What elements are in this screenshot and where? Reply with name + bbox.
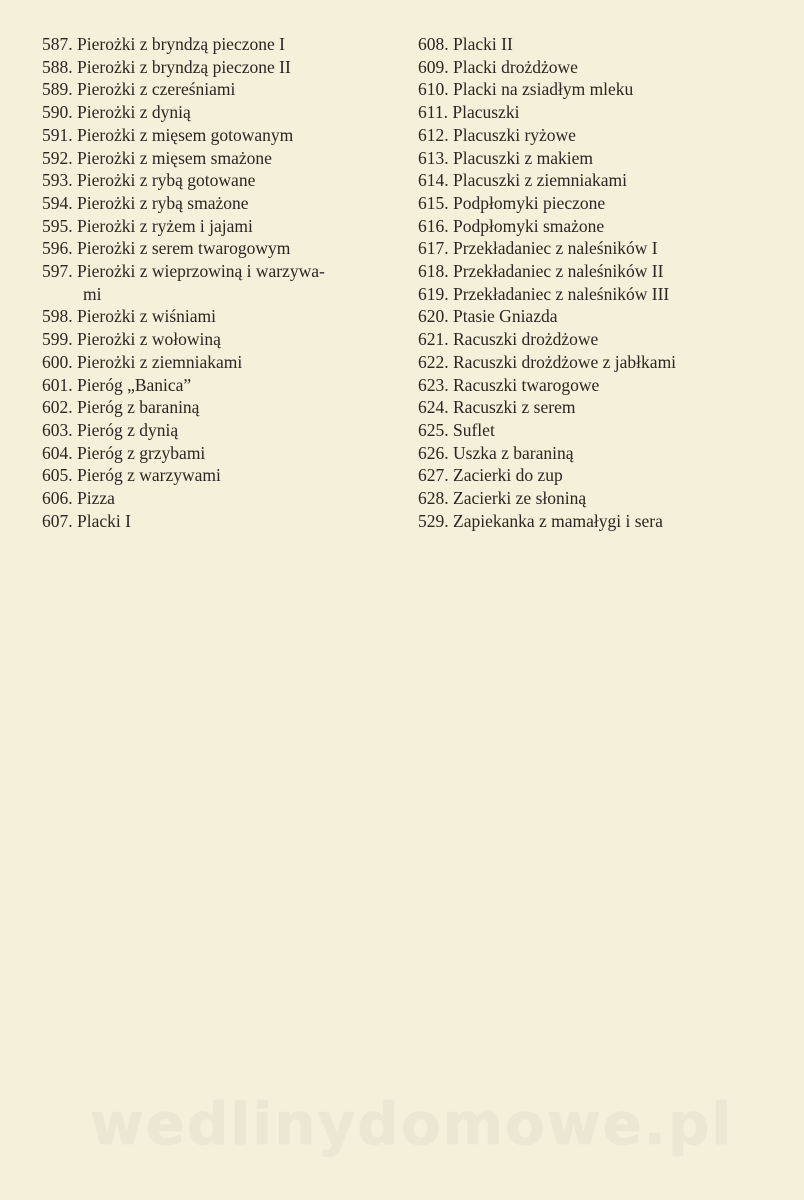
list-item bbox=[42, 56, 392, 79]
item-number: 589. bbox=[42, 79, 73, 100]
item-number: 606. bbox=[42, 488, 73, 509]
item-number: 603. bbox=[42, 419, 73, 440]
list-item bbox=[418, 510, 798, 533]
list-item bbox=[418, 237, 798, 260]
item-number: 612. bbox=[418, 124, 449, 145]
list-item bbox=[418, 215, 798, 238]
list-item bbox=[418, 487, 798, 510]
list-item bbox=[418, 396, 798, 419]
item-number: 587. bbox=[42, 34, 73, 54]
item-number: 591. bbox=[42, 124, 73, 145]
item-number: 605. bbox=[42, 465, 73, 486]
item-number: 618. bbox=[418, 261, 449, 282]
list-item bbox=[418, 260, 798, 283]
list-item bbox=[418, 419, 798, 442]
list-item bbox=[418, 56, 798, 79]
item-title: Pierożki z rybą gotowane bbox=[77, 170, 256, 191]
item-number: 609. bbox=[418, 56, 449, 77]
list-item bbox=[42, 78, 392, 101]
item-title: Placki na zsiadłym mleku bbox=[453, 79, 634, 100]
item-title: Pierożki z wiśniami bbox=[77, 306, 217, 327]
list-item bbox=[42, 510, 392, 533]
item-number: 608. bbox=[418, 34, 449, 54]
list-item bbox=[42, 305, 392, 328]
item-number: 594. bbox=[42, 192, 73, 213]
list-item bbox=[42, 419, 392, 442]
item-title: Placuszki bbox=[452, 102, 520, 123]
item-number: 625. bbox=[418, 419, 449, 440]
list-item bbox=[418, 283, 798, 306]
item-title: Pierożki z czereśniami bbox=[77, 79, 236, 100]
list-item bbox=[418, 147, 798, 170]
item-number: 622. bbox=[418, 351, 449, 372]
item-title: Pieróg „Banica” bbox=[77, 374, 192, 395]
item-title: Pieróg z grzybami bbox=[77, 442, 206, 463]
item-title: Placki II bbox=[453, 34, 513, 54]
item-title: Przekładaniec z naleśników II bbox=[453, 261, 664, 282]
item-title: Placki I bbox=[77, 510, 131, 531]
item-number: 596. bbox=[42, 238, 73, 259]
item-number: 617. bbox=[418, 238, 449, 259]
list-item bbox=[42, 215, 392, 238]
item-number: 615. bbox=[418, 192, 449, 213]
list-item bbox=[418, 328, 798, 351]
list-item bbox=[418, 192, 798, 215]
list-item bbox=[42, 237, 392, 260]
list-item bbox=[418, 374, 798, 397]
item-number: 619. bbox=[418, 283, 449, 304]
item-number: 590. bbox=[42, 102, 73, 123]
item-title: Zacierki ze słoniną bbox=[453, 488, 587, 509]
item-title: Uszka z baraniną bbox=[453, 442, 574, 463]
item-title: Pierożki z wieprzowiną i warzywa- bbox=[77, 261, 325, 282]
watermark: wedlinydomowe.pl bbox=[90, 1090, 734, 1158]
item-number: 628. bbox=[418, 488, 449, 509]
item-title-continuation: mi bbox=[83, 283, 102, 304]
item-number: 597. bbox=[42, 261, 73, 282]
item-title: Zapiekanka z mamałygi i sera bbox=[453, 510, 663, 531]
item-number: 613. bbox=[418, 147, 449, 168]
item-title: Podpłomyki smażone bbox=[453, 215, 605, 236]
item-title: Pierożki z bryndzą pieczone II bbox=[77, 56, 291, 77]
recipe-list-left bbox=[42, 33, 392, 532]
item-title: Przekładaniec z naleśników III bbox=[453, 283, 670, 304]
list-item bbox=[418, 33, 798, 56]
item-title: Racuszki z serem bbox=[453, 397, 576, 418]
item-title: Przekładaniec z naleśników I bbox=[453, 238, 658, 259]
item-number: 624. bbox=[418, 397, 449, 418]
list-item bbox=[42, 260, 392, 283]
list-item bbox=[42, 169, 392, 192]
item-title: Pierożki z serem twarogowym bbox=[77, 238, 291, 259]
list-item bbox=[42, 124, 392, 147]
list-item bbox=[42, 192, 392, 215]
item-title: Racuszki twarogowe bbox=[453, 374, 600, 395]
item-title: Pierożki z mięsem smażone bbox=[77, 147, 272, 168]
item-title: Podpłomyki pieczone bbox=[453, 192, 606, 213]
item-number: 599. bbox=[42, 329, 73, 350]
list-item bbox=[42, 33, 392, 56]
item-title: Placuszki ryżowe bbox=[453, 124, 576, 145]
list-item bbox=[418, 442, 798, 465]
item-title: Placki drożdżowe bbox=[453, 56, 578, 77]
list-item bbox=[418, 305, 798, 328]
item-title: Placuszki z makiem bbox=[453, 147, 593, 168]
item-title: Pierożki z mięsem gotowanym bbox=[77, 124, 294, 145]
item-number: 598. bbox=[42, 306, 73, 327]
item-title: Pierożki z rybą smażone bbox=[77, 192, 249, 213]
item-title: Racuszki drożdżowe bbox=[453, 329, 599, 350]
list-item bbox=[42, 442, 392, 465]
item-title: Racuszki drożdżowe z jabłkami bbox=[453, 351, 677, 372]
item-number: 600. bbox=[42, 351, 73, 372]
item-number: 529. bbox=[418, 510, 449, 531]
item-title: Ptasie Gniazda bbox=[453, 306, 558, 327]
item-number: 604. bbox=[42, 442, 73, 463]
item-number: 611. bbox=[418, 102, 448, 123]
item-number: 614. bbox=[418, 170, 449, 191]
list-item bbox=[42, 101, 392, 124]
item-title: Suflet bbox=[453, 419, 495, 440]
recipe-list-right bbox=[418, 33, 798, 532]
item-number: 607. bbox=[42, 510, 73, 531]
list-item bbox=[418, 351, 798, 374]
item-title: Pierożki z bryndzą pieczone I bbox=[77, 34, 285, 54]
item-title: Pierożki z dynią bbox=[77, 102, 191, 123]
list-item bbox=[418, 169, 798, 192]
list-item bbox=[42, 396, 392, 419]
item-number: 602. bbox=[42, 397, 73, 418]
list-item bbox=[42, 328, 392, 351]
item-title: Pierożki z ziemniakami bbox=[77, 351, 243, 372]
item-number: 595. bbox=[42, 215, 73, 236]
list-item bbox=[418, 464, 798, 487]
item-title: Placuszki z ziemniakami bbox=[453, 170, 627, 191]
list-item bbox=[418, 101, 798, 124]
list-item bbox=[42, 147, 392, 170]
item-number: 627. bbox=[418, 465, 449, 486]
item-title: Pieróg z baraniną bbox=[77, 397, 200, 418]
item-title: Pieróg z dynią bbox=[77, 419, 179, 440]
item-number: 623. bbox=[418, 374, 449, 395]
item-number: 620. bbox=[418, 306, 449, 327]
item-title: Zacierki do zup bbox=[453, 465, 563, 486]
item-title: Pieróg z warzywami bbox=[77, 465, 221, 486]
list-item bbox=[418, 124, 798, 147]
item-number: 593. bbox=[42, 170, 73, 191]
item-number: 588. bbox=[42, 56, 73, 77]
list-item bbox=[42, 464, 392, 487]
item-number: 592. bbox=[42, 147, 73, 168]
list-item bbox=[42, 374, 392, 397]
item-title: Pierożki z wołowiną bbox=[77, 329, 221, 350]
list-item bbox=[42, 351, 392, 374]
list-item bbox=[418, 78, 798, 101]
item-number: 626. bbox=[418, 442, 449, 463]
item-title: Pierożki z ryżem i jajami bbox=[77, 215, 253, 236]
list-item bbox=[42, 487, 392, 510]
item-number: 610. bbox=[418, 79, 449, 100]
item-title: Pizza bbox=[77, 488, 115, 509]
item-number: 616. bbox=[418, 215, 449, 236]
item-number: 601. bbox=[42, 374, 73, 395]
item-number: 621. bbox=[418, 329, 449, 350]
